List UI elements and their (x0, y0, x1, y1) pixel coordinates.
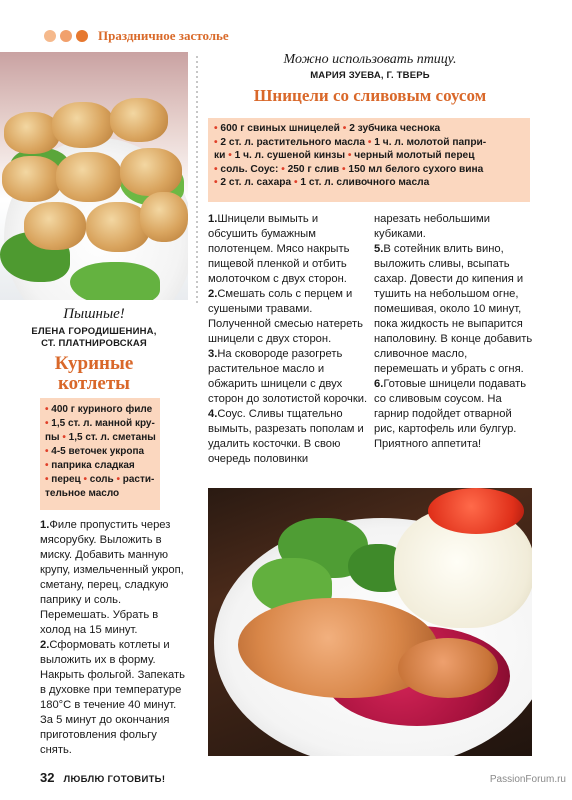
ingredient-line: тельное масло (45, 488, 120, 499)
ingredient-line: • перец • соль • расти- (45, 474, 155, 485)
schnitzel-photo (208, 488, 532, 756)
step: 6.Готовые шницели подавать со сливовым соусом. На гарнир подойдет отварной рис, картофель или булгур. Приятного аппетита! (374, 378, 527, 450)
cutlet (2, 156, 62, 202)
schnitzel (398, 638, 498, 698)
step: нарезать небольшими кубиками. (374, 213, 490, 240)
step: 2.Смешать соль с перцем и сушеными травами. Полученной смесью натереть шницели с двух сторон. (208, 288, 363, 345)
right-quote: Можно использовать птицу. (283, 52, 457, 67)
left-title-line2: котлеты (57, 373, 131, 394)
ingredient-line: • 2 ст. л. растительного масла • 1 ч. л. молотой папри- (214, 136, 487, 148)
header-dot-2 (60, 30, 72, 42)
left-ingredients-box (40, 398, 160, 510)
ingredient-line: ки • 1 ч. л. сушеной кинзы • черный молотый перец (214, 150, 475, 161)
left-author-place: СТ. ПЛАТНИРОВСКАЯ (41, 338, 147, 349)
ingredient-line: • 4-5 веточек укропа (45, 446, 145, 457)
magazine-name: ЛЮБЛЮ ГОТОВИТЬ! (63, 774, 166, 785)
step: 4.Соус. Сливы тщательно вымыть, разрезать пополам и удалить косточки. В свою очередь половинки (208, 408, 364, 465)
dotted-divider (196, 56, 198, 306)
page-footer (40, 770, 165, 785)
ingredient-line: • 2 ст. л. сахара • 1 ст. л. сливочного масла (214, 177, 430, 188)
right-author: МАРИЯ ЗУЕВА, Г. ТВЕРЬ (310, 70, 430, 81)
right-ingredients-box (208, 118, 530, 202)
left-steps (40, 518, 190, 758)
step: 1.Филе пропустить через мясорубку. Выложить в миску. Добавить манную крупу, измельченный укроп, сметану, перец, сладкую паприку и соль. Перемешать. Убрать в холод на 15 минут. (40, 519, 184, 636)
page-number: 32 (40, 770, 55, 785)
ingredient-line: • 600 г свиных шницелей • 2 зубчика чеснока (214, 123, 441, 134)
step: 2.Сформовать котлеты и выложить их в форму. Накрыть фольгой. Запекать в духовке при температуре 180°С в течение 40 минут. За 5 минут до окончания приготовления фольгу снять. (40, 639, 185, 756)
step: 5.В сотейник влить вино, выложить сливы, всыпать сахар. Довести до кипения и тушить на небольшом огне, помешивая, около 10 минут, пока жидкость не выпарится наполовину. В конце добавить сливочное масло, перемешать и убрать с огня. (374, 243, 533, 375)
cutlet (56, 152, 122, 202)
right-steps-col1 (208, 212, 368, 467)
left-author-name: ЕЛЕНА ГОРОДИШЕНИНА, (31, 326, 157, 337)
lettuce-leaf (70, 262, 160, 300)
step: 3.На сковороде разогреть растительное масло и обжарить шницели с двух сторон до золотистой корочки. (208, 348, 368, 405)
right-steps-col2 (374, 212, 534, 452)
header-dot-3 (76, 30, 88, 42)
ingredient-line: пы • 1,5 ст. л. сметаны (45, 432, 156, 443)
section-header (44, 28, 229, 44)
cutlet (120, 148, 182, 196)
watermark: PassionForum.ru (489, 774, 566, 785)
ingredient-line: • 1,5 ст. л. манной кру- (45, 418, 155, 429)
cutlet (24, 202, 86, 250)
section-title: Праздничное застолье (98, 28, 229, 43)
left-recipe-title (0, 354, 188, 394)
step: 1.Шницели вымыть и обсушить бумажным полотенцем. Мясо накрыть пищевой пленкой и отбить молоточком с двух сторон. (208, 213, 350, 285)
tomato-slice (428, 488, 524, 534)
cutlets-photo (0, 52, 188, 300)
right-recipe-title: Шницели со сливовым соусом (253, 86, 487, 105)
cutlet (52, 102, 114, 148)
left-quote: Пышные! (63, 306, 125, 322)
cutlet (140, 192, 188, 242)
ingredient-line: • соль. Соус: • 250 г слив • 150 мл белого сухого вина (214, 163, 484, 175)
left-title-line1: Куриные (54, 353, 134, 374)
ingredient-line: • паприка сладкая (45, 460, 135, 471)
ingredient-line: • 400 г куриного филе (45, 404, 153, 415)
header-dot-1 (44, 30, 56, 42)
cutlet (110, 98, 168, 142)
left-author (0, 326, 188, 350)
